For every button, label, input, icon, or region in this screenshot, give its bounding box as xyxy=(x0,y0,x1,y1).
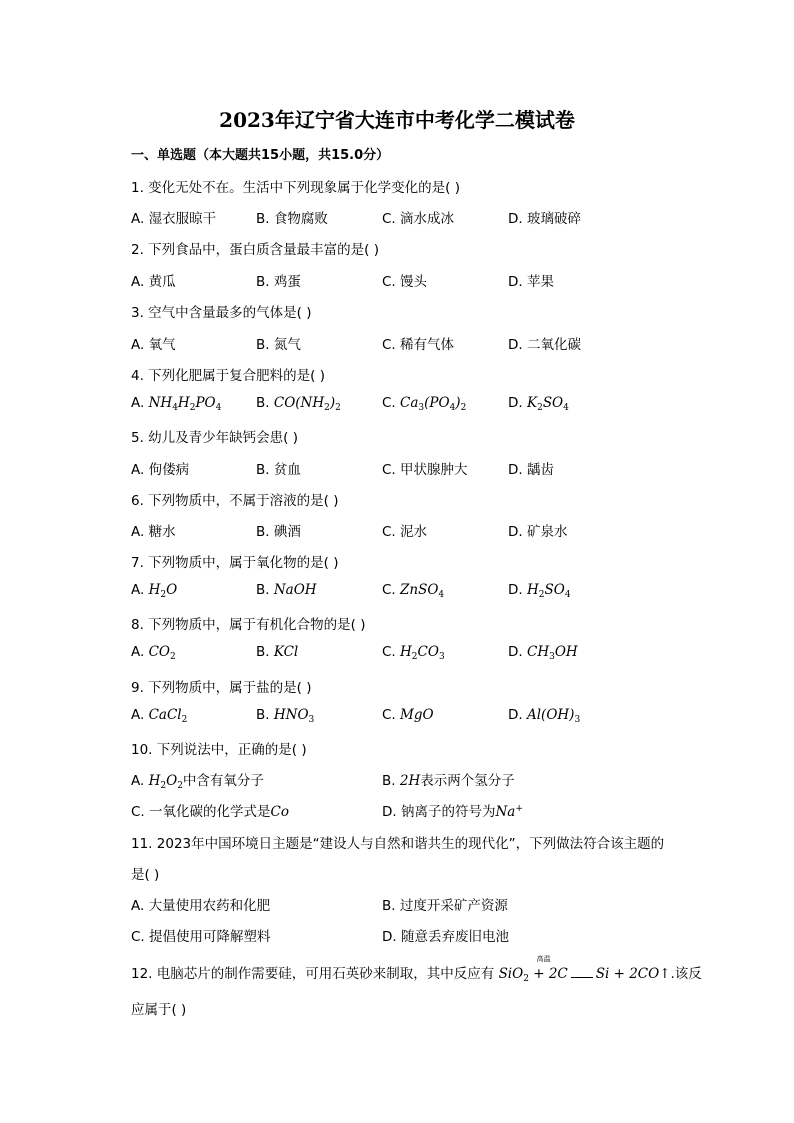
q5-option-d: D. 龋齿 xyxy=(508,462,554,478)
q8-option-b: B. KCl xyxy=(256,644,299,660)
q5-option-b: B. 贫血 xyxy=(256,462,301,478)
q4-option-d: D. $K_2SO_4$ xyxy=(508,395,569,413)
q11-option-a: A. 大量使用农药和化肥 xyxy=(131,898,271,914)
q6-option-a: A. 糖水 xyxy=(131,524,176,540)
question-3-stem: 3. 空气中含量最多的气体是( ) xyxy=(131,305,312,321)
q4-option-a: A. $NH_4H_2PO_4$ xyxy=(131,395,222,413)
question-10-stem: 10. 下列说法中，正确的是( ) xyxy=(131,742,307,758)
q8-option-c: C. $H_2CO_3$ xyxy=(382,644,445,662)
question-1-stem: 1. 变化无处不在。生活中下列现象属于化学变化的是( ) xyxy=(131,180,460,196)
q9-option-a: A. CaCl$_2$ xyxy=(131,707,188,725)
q3-option-d: D. 二氧化碳 xyxy=(508,337,581,353)
q8-option-d: D. $CH_3OH$ xyxy=(508,644,578,662)
question-6-stem: 6. 下列物质中，不属于溶液的是( ) xyxy=(131,493,339,509)
q10-option-a: A. $H_2O_2$中含有氧分子 xyxy=(131,773,264,791)
question-7-stem: 7. 下列物质中，属于氧化物的是( ) xyxy=(131,555,339,571)
q10-option-c: C. 一氧化碳的化学式是Co xyxy=(131,804,289,820)
q3-option-c: C. 稀有气体 xyxy=(382,337,455,353)
question-12-stem xyxy=(131,955,702,984)
q1-option-c: C. 滴水成冰 xyxy=(382,211,455,227)
question-8-stem: 8. 下列物质中，属于有机化合物的是( ) xyxy=(131,617,366,633)
q4-option-c: C. $Ca_3(PO_4)_2$ xyxy=(382,395,467,413)
q2-option-b: B. 鸡蛋 xyxy=(256,274,301,290)
q1-option-a: A. 湿衣服晾干 xyxy=(131,211,217,227)
q2-option-a: A. 黄瓜 xyxy=(131,274,176,290)
reaction-condition: 高温 xyxy=(536,955,551,963)
question-12-stem-continued: 应属于( ) xyxy=(131,1002,187,1018)
q6-option-b: B. 碘酒 xyxy=(256,524,301,540)
q4-option-b: B. $CO(NH_2)_2$ xyxy=(256,395,341,413)
q7-option-c: C. ZnSO$_4$ xyxy=(382,582,445,600)
question-5-stem: 5. 幼儿及青少年缺钙会患( ) xyxy=(131,430,298,446)
q9-option-b: B. $HNO_3$ xyxy=(256,707,315,725)
q10-option-d: D. 钠离子的符号为Na+ xyxy=(382,804,523,820)
question-11-stem-continued: 是( ) xyxy=(131,867,160,883)
q1-option-b: B. 食物腐败 xyxy=(256,211,328,227)
q6-option-d: D. 矿泉水 xyxy=(508,524,568,540)
q9-option-c: C. MgO xyxy=(382,707,434,723)
q3-option-b: B. 氮气 xyxy=(256,337,301,353)
q7-option-a: A. $H_2O$ xyxy=(131,582,178,600)
reaction-formula: SiO$_2$ + 2C Si + 2CO↑ xyxy=(498,966,671,984)
q9-option-d: D. $Al(OH)_3$ xyxy=(508,707,581,725)
q11-option-d: D. 随意丢弃废旧电池 xyxy=(382,929,509,945)
q3-option-a: A. 氧气 xyxy=(131,337,176,353)
page-title: 2023年辽宁省大连市中考化学二模试卷 xyxy=(219,108,575,132)
q10-option-b: B. 2H表示两个氢分子 xyxy=(382,773,515,789)
section-heading: 一、单选题（本大题共15小题，共15.0分） xyxy=(131,148,390,163)
q1-option-d: D. 玻璃破碎 xyxy=(508,211,581,227)
question-9-stem: 9. 下列物质中，属于盐的是( ) xyxy=(131,680,312,696)
question-2-stem: 2. 下列食品中，蛋白质含量最丰富的是( ) xyxy=(131,242,379,258)
question-11-stem: 11. 2023年中国环境日主题是“建设人与自然和谐共生的现代化”，下列做法符合该主题的 xyxy=(131,836,665,852)
q2-option-d: D. 苹果 xyxy=(508,274,554,290)
q8-option-a: A. $CO_2$ xyxy=(131,644,176,662)
q11-option-b: B. 过度开采矿产资源 xyxy=(382,898,508,914)
q11-option-c: C. 提倡使用可降解塑料 xyxy=(131,929,271,945)
q2-option-c: C. 馒头 xyxy=(382,274,428,290)
question-12-stem-tail: .该反 xyxy=(670,966,702,982)
q7-option-b: B. NaOH xyxy=(256,582,317,598)
q7-option-d: D. $H_2SO_4$ xyxy=(508,582,571,600)
q5-option-a: A. 佝偻病 xyxy=(131,462,190,478)
reaction-equation xyxy=(498,955,671,984)
question-4-stem: 4. 下列化肥属于复合肥料的是( ) xyxy=(131,368,325,384)
q5-option-c: C. 甲状腺肿大 xyxy=(382,462,468,478)
q6-option-c: C. 泥水 xyxy=(382,524,428,540)
question-12-stem-text: 12. 电脑芯片的制作需要硅，可用石英砂来制取，其中反应有 xyxy=(131,966,495,982)
